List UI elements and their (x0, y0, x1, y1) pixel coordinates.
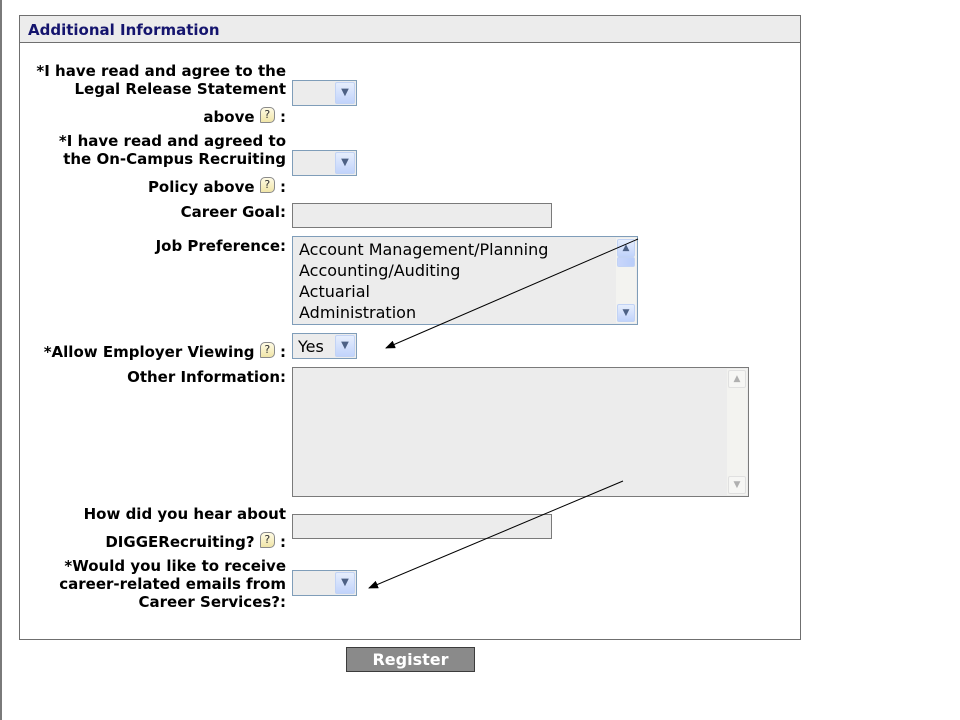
scroll-down-arrow-icon[interactable]: ▼ (728, 476, 746, 494)
help-bubble-icon[interactable]: ? (260, 342, 275, 358)
recruiting-policy-label-line-3: Policy above (147, 178, 255, 196)
recruiting-policy-label-line-1: *I have read and agreed to (58, 132, 286, 150)
recruiting-policy-label-line-2: the On-Campus Recruiting (63, 150, 286, 168)
annotation-arrow (386, 239, 638, 348)
help-bubble-icon[interactable]: ? (260, 107, 275, 123)
career-emails-label-line-3: Career Services?: (138, 593, 286, 611)
other-information-label: Other Information: (127, 368, 286, 386)
help-bubble-icon[interactable]: ? (260, 532, 275, 548)
list-item[interactable]: Account Management/Planning (299, 240, 549, 259)
career-emails-label-line-2: career-related emails from (59, 575, 286, 593)
chevron-down-icon[interactable]: ▼ (335, 572, 355, 594)
scroll-up-arrow-icon[interactable]: ▲ (617, 239, 635, 257)
legal-release-label-line-3: above (203, 108, 255, 126)
panel-title: Additional Information (28, 21, 220, 39)
list-item[interactable]: Actuarial (299, 282, 370, 301)
chevron-down-icon[interactable]: ▼ (335, 152, 355, 174)
career-emails-label-line-1: *Would you like to receive (64, 557, 286, 575)
label-colon: : (280, 343, 286, 361)
label-colon: : (280, 533, 286, 551)
chevron-down-icon[interactable]: ▼ (335, 335, 355, 357)
how-did-you-hear-label-line-2: DIGGERecruiting? (105, 533, 255, 551)
how-did-you-hear-label-line-1: How did you hear about (83, 505, 286, 523)
scroll-up-arrow-icon[interactable]: ▲ (728, 370, 746, 388)
register-button[interactable]: Register (346, 647, 475, 672)
job-preference-label: Job Preference: (155, 237, 286, 255)
allow-employer-viewing-text: *Allow Employer Viewing (43, 343, 255, 361)
help-bubble-icon[interactable]: ? (260, 177, 275, 193)
list-item[interactable]: Administration (299, 303, 417, 322)
scroll-down-arrow-icon[interactable]: ▼ (617, 304, 635, 322)
select-value: Yes (298, 337, 324, 356)
legal-release-label-line-1: *I have read and agree to the (36, 62, 286, 80)
annotation-arrow (369, 481, 623, 588)
career-goal-label: Career Goal: (180, 203, 286, 221)
label-colon: : (280, 108, 286, 126)
legal-release-label-line-2: Legal Release Statement (74, 80, 286, 98)
list-item[interactable]: Accounting/Auditing (299, 261, 461, 280)
label-colon: : (280, 178, 286, 196)
chevron-down-icon[interactable]: ▼ (335, 82, 355, 104)
